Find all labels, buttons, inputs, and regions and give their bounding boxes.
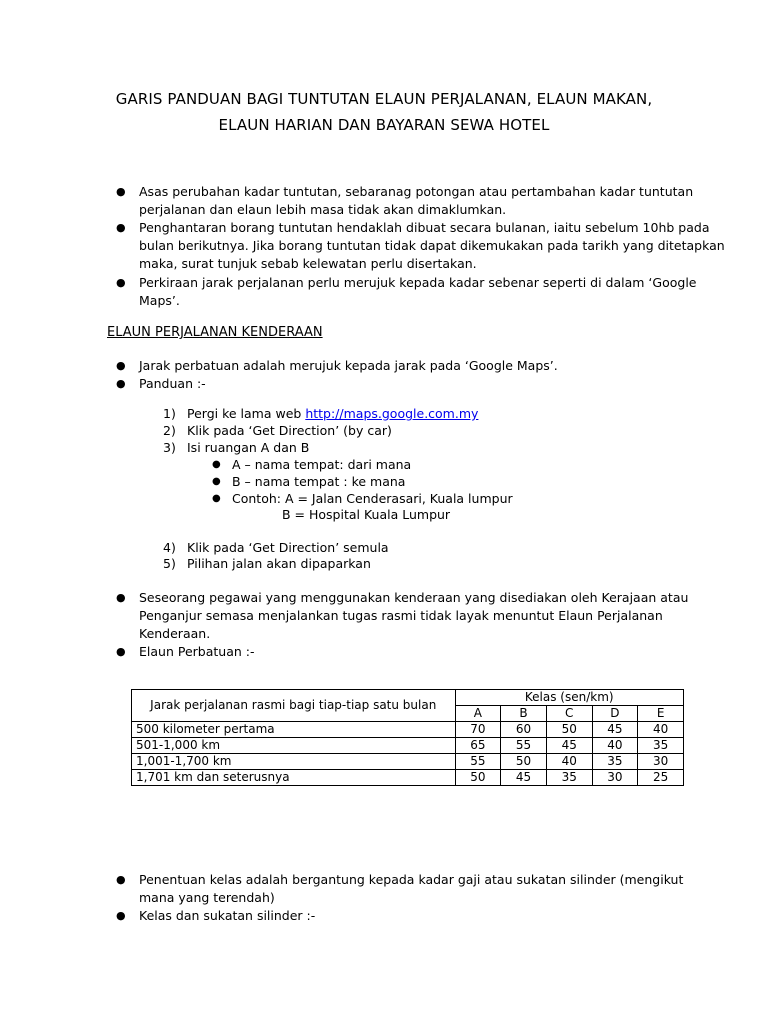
table-cell: 65	[455, 738, 501, 754]
step-3-number: 3)	[163, 440, 176, 455]
bullet-icon: ●	[116, 377, 126, 390]
google-maps-link[interactable]: http://maps.google.com.my	[305, 406, 479, 421]
step-3-sub-2: B – nama tempat : ke mana	[232, 474, 406, 489]
step-4-text: Klik pada ‘Get Direction’ semula	[187, 540, 389, 555]
table-cell: 25	[638, 770, 684, 786]
intro-bullet-2-line-3: maka, surat tunjuk sebab kelewatan perlu disertakan.	[139, 256, 477, 271]
table-header-distance: Jarak perjalanan rasmi bagi tiap-tiap satu bulan	[132, 690, 456, 722]
bullet-icon: ●	[116, 873, 126, 886]
step-5-text: Pilihan jalan akan dipaparkan	[187, 556, 371, 571]
table-cell: 60	[501, 722, 547, 738]
step-3-sub-1: A – nama tempat: dari mana	[232, 457, 412, 472]
table-cell: 40	[592, 738, 638, 754]
footer-bullet-1-line-2: mana yang terendah)	[139, 890, 275, 905]
bullet-icon: ●	[212, 476, 221, 487]
document-title-line-1: GARIS PANDUAN BAGI TUNTUTAN ELAUN PERJALANAN, ELAUN MAKAN,	[115, 90, 653, 108]
table-class-header: D	[592, 706, 638, 722]
step-3-sub-3: Contoh: A = Jalan Cenderasari, Kuala lumpur	[232, 491, 513, 506]
govt-bullet-line-2: Penganjur semasa menjalankan tugas rasmi tidak layak menuntut Elaun Perjalanan	[139, 608, 663, 623]
table-cell: 35	[592, 754, 638, 770]
table-cell: 45	[592, 722, 638, 738]
bullet-icon: ●	[212, 459, 221, 470]
intro-bullet-3-line-2: Maps’.	[139, 293, 180, 308]
table-cell: 30	[592, 770, 638, 786]
bullet-icon: ●	[116, 185, 126, 198]
govt-bullet-line-3: Kenderaan.	[139, 626, 211, 641]
table-row	[132, 722, 684, 738]
step-1	[187, 405, 478, 423]
intro-bullet-2-line-1: Penghantaran borang tuntutan hendaklah dibuat secara bulanan, iaitu sebelum 10hb pada	[139, 220, 710, 235]
mileage-allowance-bullet: Elaun Perbatuan :-	[139, 644, 255, 659]
table-cell: 50	[455, 770, 501, 786]
table-class-header: E	[638, 706, 684, 722]
step-4-number: 4)	[163, 540, 176, 555]
section-bullet-1: Jarak perbatuan adalah merujuk kepada jarak pada ‘Google Maps’.	[139, 358, 558, 373]
table-row	[132, 770, 684, 786]
section-heading: ELAUN PERJALANAN KENDERAAN	[107, 325, 323, 340]
table-row-label: 1,701 km dan seterusnya	[132, 770, 456, 786]
govt-bullet-line-1: Seseorang pegawai yang menggunakan kenderaan yang disediakan oleh Kerajaan atau	[139, 590, 689, 605]
intro-bullet-1-line-2: perjalanan dan elaun lebih masa tidak akan dimaklumkan.	[139, 202, 507, 217]
table-class-header: A	[455, 706, 501, 722]
bullet-icon: ●	[116, 359, 126, 372]
table-cell: 40	[638, 722, 684, 738]
table-cell: 45	[546, 738, 592, 754]
table-cell: 45	[501, 770, 547, 786]
table-class-header: B	[501, 706, 547, 722]
step-3-text: Isi ruangan A dan B	[187, 440, 310, 455]
table-row	[132, 754, 684, 770]
table-row-label: 500 kilometer pertama	[132, 722, 456, 738]
step-3-sub-3-b: B = Hospital Kuala Lumpur	[282, 507, 451, 522]
bullet-icon: ●	[212, 493, 221, 504]
footer-bullet-1-line-1: Penentuan kelas adalah bergantung kepada kadar gaji atau sukatan silinder (mengikut	[139, 872, 684, 887]
bullet-icon: ●	[116, 276, 126, 289]
intro-bullet-3-line-1: Perkiraan jarak perjalanan perlu merujuk kepada kadar sebenar seperti di dalam ‘Google	[139, 275, 697, 290]
table-cell: 50	[501, 754, 547, 770]
intro-bullet-1-line-1: Asas perubahan kadar tuntutan, sebaranag potongan atau pertambahan kadar tuntutan	[139, 184, 694, 199]
bullet-icon: ●	[116, 645, 126, 658]
mileage-rates-table	[131, 689, 684, 786]
table-cell: 50	[546, 722, 592, 738]
bullet-icon: ●	[116, 221, 126, 234]
table-cell: 70	[455, 722, 501, 738]
table-cell: 30	[638, 754, 684, 770]
table-class-header: C	[546, 706, 592, 722]
step-5-number: 5)	[163, 556, 176, 571]
table-cell: 40	[546, 754, 592, 770]
table-row	[132, 738, 684, 754]
step-2-text: Klik pada ‘Get Direction’ (by car)	[187, 423, 392, 438]
table-cell: 55	[455, 754, 501, 770]
footer-bullet-2: Kelas dan sukatan silinder :-	[139, 908, 316, 923]
bullet-icon: ●	[116, 909, 126, 922]
document-title-line-2: ELAUN HARIAN DAN BAYARAN SEWA HOTEL	[218, 116, 550, 134]
table-header-class-group: Kelas (sen/km)	[455, 690, 684, 706]
table-row-label: 501-1,000 km	[132, 738, 456, 754]
table-cell: 55	[501, 738, 547, 754]
step-1-text: Pergi ke lama web	[187, 406, 306, 421]
table-cell: 35	[546, 770, 592, 786]
step-1-number: 1)	[163, 406, 176, 421]
table-cell: 35	[638, 738, 684, 754]
intro-bullet-2-line-2: bulan berikutnya. Jika borang tuntutan tidak dapat dikemukakan pada tarikh yang ditetapkan	[139, 238, 725, 253]
section-bullet-2: Panduan :-	[139, 376, 206, 391]
step-2-number: 2)	[163, 423, 176, 438]
table-row-label: 1,001-1,700 km	[132, 754, 456, 770]
table-header-row	[132, 690, 684, 706]
bullet-icon: ●	[116, 591, 126, 604]
